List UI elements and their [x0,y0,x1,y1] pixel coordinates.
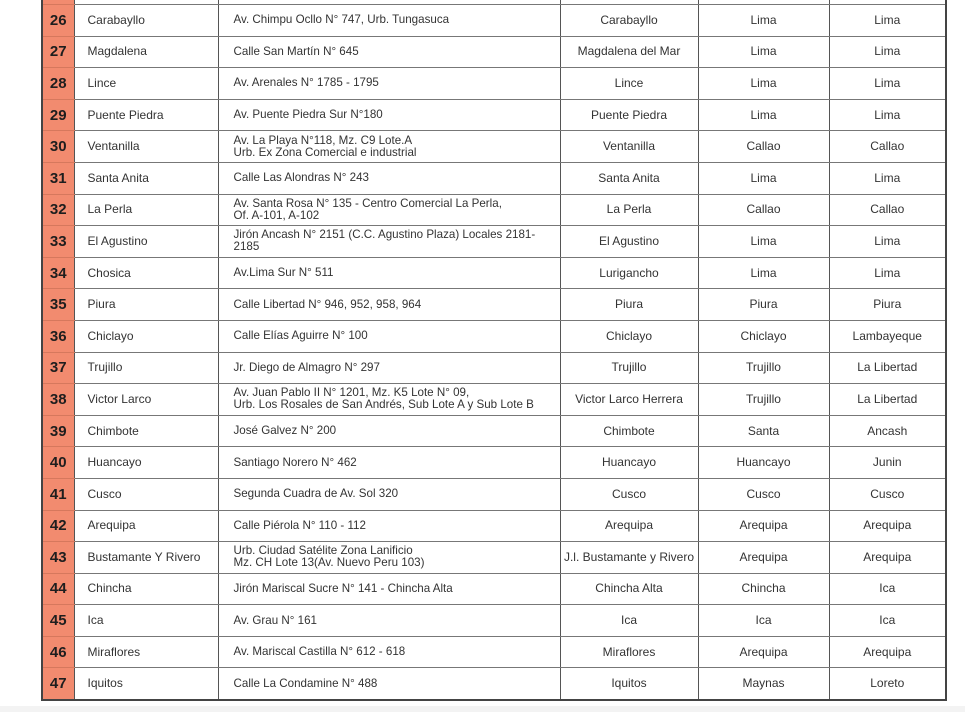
store-name-cell: Puente Piedra [74,99,218,131]
address-cell: Calle Las Alondras N° 243 [218,162,560,194]
row-number-cell: 38 [42,384,74,416]
district-cell: Ica [560,605,698,637]
address-cell: Av. Puente Piedra Sur N°180 [218,99,560,131]
department-cell: Callao [829,131,946,163]
district-cell: Arequipa [560,510,698,542]
department-cell: Piura [829,289,946,321]
department-cell: La Libertad [829,384,946,416]
table-row [42,131,946,163]
row-number-cell: 39 [42,415,74,447]
address-cell: Calle Libertad N° 946, 952, 958, 964 [218,289,560,321]
province-cell: Callao [698,194,829,226]
row-number-cell: 42 [42,510,74,542]
store-name-cell: El Agustino [74,226,218,258]
table-row [42,384,946,416]
address-cell: Av. La Playa N°118, Mz. C9 Lote.A Urb. Ex Zona Comercial e industrial [218,131,560,163]
department-cell: Lima [829,162,946,194]
province-cell: Chincha [698,573,829,605]
province-cell: Trujillo [698,352,829,384]
row-number-cell: 33 [42,226,74,258]
row-number-cell: 31 [42,162,74,194]
district-cell: J.l. Bustamante y Rivero [560,542,698,574]
table-row [42,510,946,542]
department-cell: La Libertad [829,352,946,384]
district-cell: Trujillo [560,352,698,384]
province-cell: Callao [698,131,829,163]
address-cell: Av. Mariscal Castilla N° 612 - 618 [218,636,560,668]
row-number-cell: 41 [42,478,74,510]
address-cell: Av. Santa Rosa N° 135 - Centro Comercial La Perla, Of. A-101, A-102 [218,194,560,226]
department-cell: Lima [829,68,946,100]
store-name-cell: Piura [74,289,218,321]
store-name-cell: Arequipa [74,510,218,542]
row-number-cell: 26 [42,5,74,37]
store-name-cell: Chosica [74,257,218,289]
row-number-cell: 29 [42,99,74,131]
page-bottom-strip [0,706,965,712]
row-number-cell: 30 [42,131,74,163]
table-row [42,605,946,637]
province-cell: Lima [698,5,829,37]
row-number-cell: 36 [42,320,74,352]
department-cell: Lima [829,99,946,131]
district-cell: El Agustino [560,226,698,258]
row-number-cell: 34 [42,257,74,289]
table-row [42,68,946,100]
table-row [42,5,946,37]
table-row [42,194,946,226]
department-cell: Arequipa [829,542,946,574]
district-cell: Victor Larco Herrera [560,384,698,416]
table-row [42,320,946,352]
table-row [42,162,946,194]
department-cell: Loreto [829,668,946,700]
address-cell: Av. Arenales N° 1785 - 1795 [218,68,560,100]
district-cell: Santa Anita [560,162,698,194]
address-cell: Av.Lima Sur N° 511 [218,257,560,289]
district-cell: Chincha Alta [560,573,698,605]
province-cell: Arequipa [698,510,829,542]
district-cell: Lurigancho [560,257,698,289]
row-number-cell: 32 [42,194,74,226]
district-cell: Piura [560,289,698,321]
district-cell: Miraflores [560,636,698,668]
province-cell: Lima [698,257,829,289]
province-cell: Maynas [698,668,829,700]
department-cell: Arequipa [829,636,946,668]
store-name-cell: Lince [74,68,218,100]
table-row [42,257,946,289]
address-cell: José Galvez N° 200 [218,415,560,447]
province-cell: Huancayo [698,447,829,479]
department-cell: Ancash [829,415,946,447]
province-cell: Chiclayo [698,320,829,352]
district-cell: Huancayo [560,447,698,479]
province-cell: Cusco [698,478,829,510]
store-locations-table [41,0,947,701]
province-cell: Lima [698,226,829,258]
department-cell: Lima [829,36,946,68]
department-cell: Junin [829,447,946,479]
store-name-cell: Miraflores [74,636,218,668]
province-cell: Lima [698,36,829,68]
department-cell: Cusco [829,478,946,510]
department-cell: Callao [829,194,946,226]
store-name-cell: Magdalena [74,36,218,68]
district-cell: La Perla [560,194,698,226]
address-cell: Av. Grau N° 161 [218,605,560,637]
district-cell: Iquitos [560,668,698,700]
row-number-cell: 27 [42,36,74,68]
store-name-cell: Victor Larco [74,384,218,416]
store-name-cell: La Perla [74,194,218,226]
province-cell: Arequipa [698,542,829,574]
address-cell: Santiago Norero N° 462 [218,447,560,479]
department-cell: Lima [829,257,946,289]
address-cell: Jr. Diego de Almagro N° 297 [218,352,560,384]
store-name-cell: Chiclayo [74,320,218,352]
store-name-cell: Iquitos [74,668,218,700]
store-name-cell: Trujillo [74,352,218,384]
row-number-cell: 46 [42,636,74,668]
row-number-cell: 28 [42,68,74,100]
row-number-cell: 44 [42,573,74,605]
table-row [42,415,946,447]
department-cell: Lima [829,5,946,37]
address-cell: Segunda Cuadra de Av. Sol 320 [218,478,560,510]
department-cell: Lima [829,226,946,258]
province-cell: Lima [698,162,829,194]
row-number-cell: 37 [42,352,74,384]
table-row [42,447,946,479]
district-cell: Magdalena del Mar [560,36,698,68]
store-name-cell: Huancayo [74,447,218,479]
department-cell: Lambayeque [829,320,946,352]
district-cell: Chimbote [560,415,698,447]
address-cell: Urb. Ciudad Satélite Zona Lanificio Mz. CH Lote 13(Av. Nuevo Peru 103) [218,542,560,574]
store-name-cell: Santa Anita [74,162,218,194]
table-row [42,36,946,68]
store-name-cell: Carabayllo [74,5,218,37]
address-cell: Av. Chimpu Ocllo N° 747, Urb. Tungasuca [218,5,560,37]
district-cell: Ventanilla [560,131,698,163]
table-row [42,289,946,321]
address-cell: Calle San Martín N° 645 [218,36,560,68]
district-cell: Cusco [560,478,698,510]
address-cell: Calle Elías Aguirre N° 100 [218,320,560,352]
province-cell: Arequipa [698,636,829,668]
store-name-cell: Chincha [74,573,218,605]
row-number-cell: 43 [42,542,74,574]
store-name-cell: Ica [74,605,218,637]
department-cell: Ica [829,573,946,605]
row-number-cell: 47 [42,668,74,700]
province-cell: Ica [698,605,829,637]
table-row [42,573,946,605]
address-cell: Jirón Mariscal Sucre N° 141 - Chincha Alta [218,573,560,605]
table-row [42,99,946,131]
row-number-cell: 40 [42,447,74,479]
province-cell: Trujillo [698,384,829,416]
store-name-cell: Bustamante Y Rivero [74,542,218,574]
district-cell: Carabayllo [560,5,698,37]
table-row [42,668,946,700]
row-number-cell: 45 [42,605,74,637]
table-body [42,0,946,700]
department-cell: Arequipa [829,510,946,542]
district-cell: Chiclayo [560,320,698,352]
district-cell: Puente Piedra [560,99,698,131]
address-cell: Calle Piérola N° 110 - 112 [218,510,560,542]
table-row [42,226,946,258]
table-row [42,478,946,510]
province-cell: Piura [698,289,829,321]
table-row [42,636,946,668]
address-cell: Av. Juan Pablo II N° 1201, Mz. K5 Lote N° 09, Urb. Los Rosales de San Andrés, Sub Lote A y Sub Lote B [218,384,560,416]
district-cell: Lince [560,68,698,100]
store-name-cell: Ventanilla [74,131,218,163]
table-row [42,542,946,574]
store-name-cell: Chimbote [74,415,218,447]
province-cell: Lima [698,99,829,131]
department-cell: Ica [829,605,946,637]
address-cell: Jirón Ancash N° 2151 (C.C. Agustino Plaza) Locales 2181-2185 [218,226,560,258]
address-cell: Calle La Condamine N° 488 [218,668,560,700]
row-number-cell: 35 [42,289,74,321]
table-row [42,352,946,384]
province-cell: Lima [698,68,829,100]
province-cell: Santa [698,415,829,447]
store-name-cell: Cusco [74,478,218,510]
